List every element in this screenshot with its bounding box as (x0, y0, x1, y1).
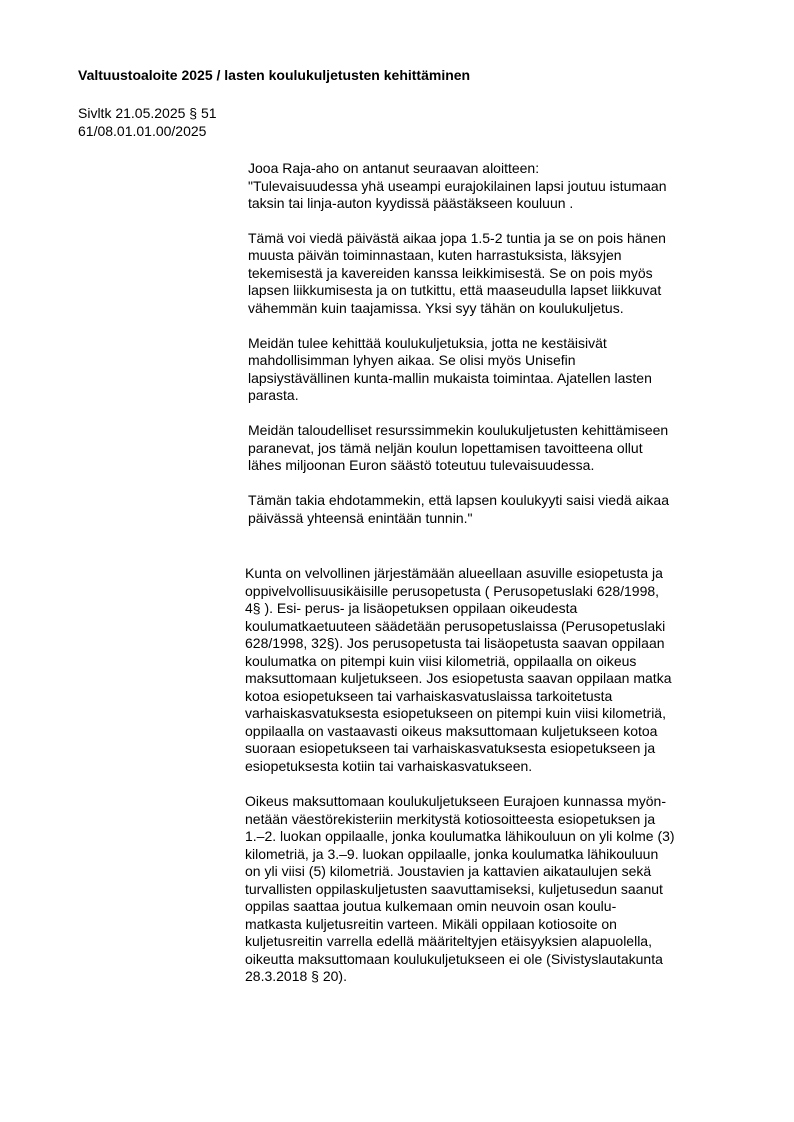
text-line: kuljetusreitin varrella edellä määriteltyjen etäisyyksien alapuolella, (245, 933, 652, 949)
text-line: lapsiystävällinen kunta-mallin mukaista toimintaa. Ajatellen lasten (248, 369, 652, 386)
text-line: Tämä voi viedä päivästä aikaa jopa 1.5-2 tuntia ja se on pois hänen (248, 229, 666, 246)
text-line: vähemmän kuin taajamissa. Yksi syy tähän on koulukuljetus. (248, 299, 624, 316)
initiative-intro: Jooa Raja-aho on antanut seuraavan aloitteen: (248, 160, 540, 176)
meeting-reference: Sivltk 21.05.2025 § 51 (78, 105, 217, 121)
text-line: "Tulevaisuudessa yhä useampi eurajokilainen lapsi joutuu istumaan (248, 177, 667, 194)
text-line: mahdollisimman lyhyen aikaa. Se olisi myös Unisefin (248, 352, 576, 368)
initiative-text (248, 160, 748, 527)
text-line: oppilaalla on vastaavasti oikeus maksuttomaan kuljetukseen kotoa (245, 722, 658, 739)
initiative-paragraph (248, 422, 748, 475)
response-text (245, 565, 745, 1004)
text-line: kotoa esiopetukseen tai varhaiskasvatuslaissa tarkoitetusta (245, 687, 613, 704)
text-line: turvallisten oppilaskuljetusten saavuttamiseksi, kuljetusedun saanut (245, 880, 663, 897)
record-number: 61/08.01.01.00/2025 (78, 122, 207, 139)
text-line: koulumatka on pitempi kuin viisi kilometriä, oppilaalla on oikeus (245, 652, 637, 669)
text-line: päivässä yhteensä enintään tunnin." (248, 509, 473, 526)
text-line: Kunta on velvollinen järjestämään alueellaan asuville esiopetusta ja (245, 565, 663, 581)
text-line: 28.3.2018 § 20). (245, 968, 347, 984)
text-line: paranevat, jos tämä neljän koulun lopettamisen tavoitteena ollut (248, 439, 643, 456)
initiative-paragraph (248, 335, 748, 405)
text-line: parasta. (248, 387, 299, 403)
text-line: koulumatkaetuuteen säädetään perusopetuslaissa (Perusopetuslaki (245, 617, 666, 634)
text-line: kilometriä, ja 3.–9. luokan oppilaalle, jonka koulumatka lähikouluun (245, 845, 659, 862)
initiative-paragraph (248, 230, 748, 318)
document-title: Valtuustoaloite 2025 / lasten koulukuljetusten kehittäminen (78, 67, 471, 83)
text-line: 1.–2. luokan oppilaalle, jonka koulumatka lähikouluun on yli kolme (3) (245, 828, 675, 844)
text-line: Meidän taloudelliset resurssimmekin koulukuljetusten kehittämiseen (248, 422, 669, 438)
text-line: esiopetuksesta kotiin tai varhaiskasvatukseen. (245, 757, 533, 774)
initiative-paragraph (248, 492, 748, 527)
text-line: netään väestörekisteriin merkitystä kotiosoitteesta esiopetuksen ja (245, 810, 656, 827)
text-line: on yli viisi (5) kilometriä. Joustavien ja kattavien aikataulujen sekä (245, 863, 652, 879)
text-line: suoraan esiopetukseen tai varhaiskasvatuksesta esiopetukseen ja (245, 740, 656, 756)
body-paragraph (245, 793, 745, 986)
text-line: oppivelvollisuusikäisille perusopetusta ( Perusopetuslaki 628/1998, (245, 582, 660, 599)
text-line: muusta päivän toiminnastaan, kuten harrastuksista, läksyjen (248, 247, 622, 263)
text-line: Tämän takia ehdotammekin, että lapsen koulukyyti saisi viedä aikaa (248, 492, 669, 508)
text-line: 628/1998, 32§). Jos perusopetusta tai lisäopetusta saavan oppilaan (245, 635, 665, 651)
text-line: varhaiskasvatuksesta esiopetukseen on pitempi kuin viisi kilometriä, (245, 705, 666, 721)
text-line: matkasta kuljetusreitin varteen. Mikäli oppilaan kotiosoite on (245, 915, 617, 932)
text-line: 4§ ). Esi- perus- ja lisäopetuksen oppilaan oikeudesta (245, 600, 578, 616)
initiative-paragraph (248, 178, 748, 213)
text-line: lähes miljoonan Euron säästö toteutuu tulevaisuudessa. (248, 457, 595, 473)
text-line: Oikeus maksuttomaan koulukuljetukseen Eurajoen kunnassa myön- (245, 793, 667, 809)
text-line: oppilas saattaa joutua kulkemaan omin neuvoin osan koulu- (245, 898, 617, 914)
text-line: oikeutta maksuttomaan koulukuljetukseen ei ole (Sivistyslautakunta (245, 950, 663, 967)
text-line: Meidän tulee kehittää koulukuljetuksia, jotta ne kestäisivät (248, 334, 607, 351)
body-paragraph (245, 565, 745, 775)
text-line: tekemisestä ja kavereiden kanssa leikkimisestä. Se on pois myös (248, 264, 653, 281)
document-reference (78, 105, 217, 140)
text-line: taksin tai linja-auton kyydissä päästäkseen kouluun . (248, 195, 574, 211)
text-line: lapsen liikkumisesta ja on tutkittu, että maaseudulla lapset liikkuvat (248, 282, 662, 298)
text-line: maksuttomaan kuljetukseen. Jos esiopetusta saavan oppilaan matka (245, 670, 672, 686)
